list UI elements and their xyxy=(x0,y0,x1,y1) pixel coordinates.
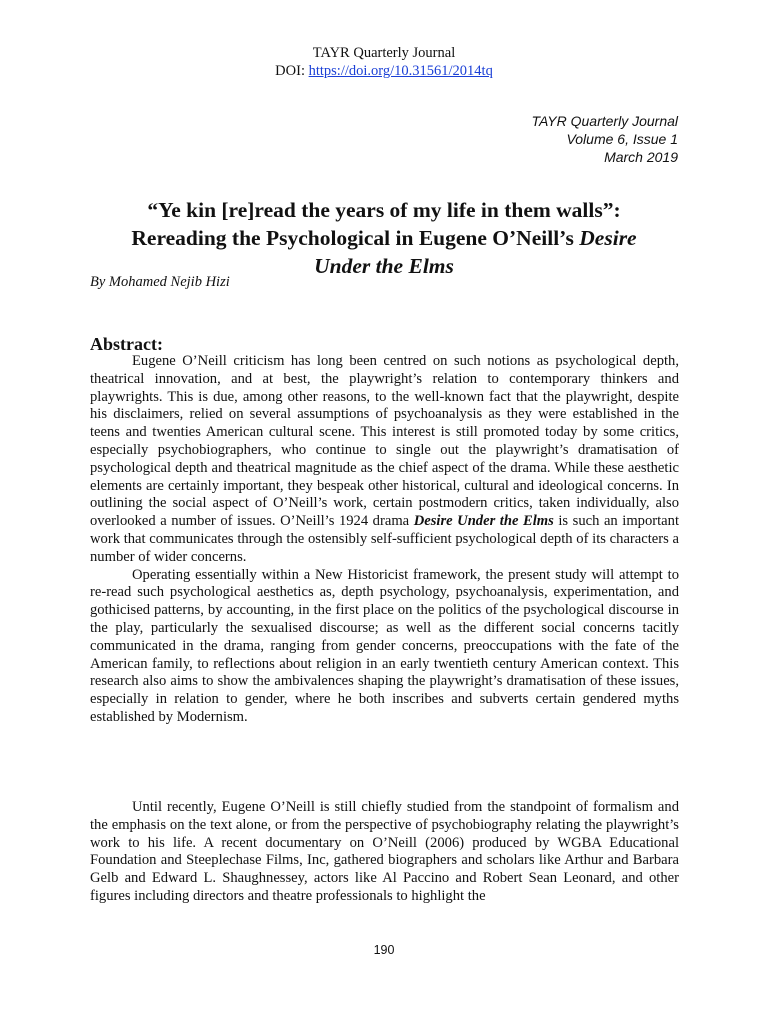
running-head xyxy=(0,44,768,80)
running-head-journal: TAYR Quarterly Journal xyxy=(312,45,456,61)
body-paragraph-1: Until recently, Eugene O’Neill is still chiefly studied from the standpoint of formalism and the emphasis on the text alone, or from the perspective of psychobiography relating the playwright’s work to his life. A recent documentary on O’Neill (2006) produced by WGBA Educational Foundation and Steeplechase Films, Inc, gathered biographers and scholars like Arthur and Barbara Gelb and Edward L. Shaughnessey, actors like Al Paccino and Robert Sean Leonard, and other figures including directors and theatre professionals to highlight the xyxy=(90,799,679,904)
doi-link[interactable]: https://doi.org/10.31561/2014tq xyxy=(308,63,493,79)
running-head-doi xyxy=(0,62,768,80)
issue-date: March 2019 xyxy=(604,149,678,165)
issue-volume: Volume 6, Issue 1 xyxy=(566,131,678,147)
issue-journal: TAYR Quarterly Journal xyxy=(531,113,678,129)
title-line-3-italic: Under the Elms xyxy=(314,254,454,278)
abstract-p1-text-a: Eugene O’Neill criticism has long been centred on such notions as psychological depth, theatrical innovation, and at best, the playwright’s relation to contemporary thinkers and playwrights. This is due, among other reasons, to the well-known fact that the playwright, despite his disclaimers, relied on several assumptions of psychoanalysis as they were established in the teens and twenties American cultural scene. This interest is still promoted today by some critics, especially psychobiographers, who continue to single out the playwright’s dramatisation of psychological depth and theatrical magnitude as the chief aspect of the drama. While these aesthetic elements are certainly important, they bespeak other historical, cultural and ideological concerns. In outlining the social aspect of O’Neill’s work, certain postmodern critics, taken individually, also overlooked a number of issues. O’Neill’s 1924 drama xyxy=(90,353,679,530)
abstract-body xyxy=(90,353,679,727)
body-text xyxy=(90,799,679,906)
author-byline: By Mohamed Nejib Hizi xyxy=(90,274,230,290)
title-line-2-italic: Desire xyxy=(579,226,637,250)
abstract-paragraph-2: Operating essentially within a New Historicist framework, the present study will attempt to re-read such psychological aesthetics as, depth psychology, psychoanalysis, experimentation, and gothicised patterns, by accounting, in the first place on the politics of the psychological discourse in the play, particularly the sexualised discourse; as well as the different social concerns tacitly communicated in the drama, ranging from gender concerns, preoccupations with the fate of the American family, to reflections about religion in an early twentieth century American context. This research also aims to show the ambivalences shaping the playwright’s dramatisation of these issues, especially in relation to gender, where he both inscribes and subverts certain gendered myths established by Modernism. xyxy=(90,566,679,725)
doi-label: DOI: xyxy=(275,63,309,79)
article-title xyxy=(90,196,678,280)
abstract-heading: Abstract: xyxy=(90,334,163,354)
title-line-1: “Ye kin [re]read the years of my life in them walls”: xyxy=(147,198,621,222)
title-line-2 xyxy=(90,224,678,252)
issue-info xyxy=(531,112,678,166)
page-number: 190 xyxy=(373,943,395,957)
abstract-paragraph-1 xyxy=(90,353,679,567)
title-line-2-plain: Rereading the Psychological in Eugene O’Neill’s xyxy=(131,226,580,250)
abstract-p1-play-title: Desire Under the Elms xyxy=(413,513,554,530)
abstract-p1-text-b: is such an important work that communicates through the ostensibly self-sufficient psychological depth of its characters a number of wider concerns. xyxy=(90,513,680,565)
